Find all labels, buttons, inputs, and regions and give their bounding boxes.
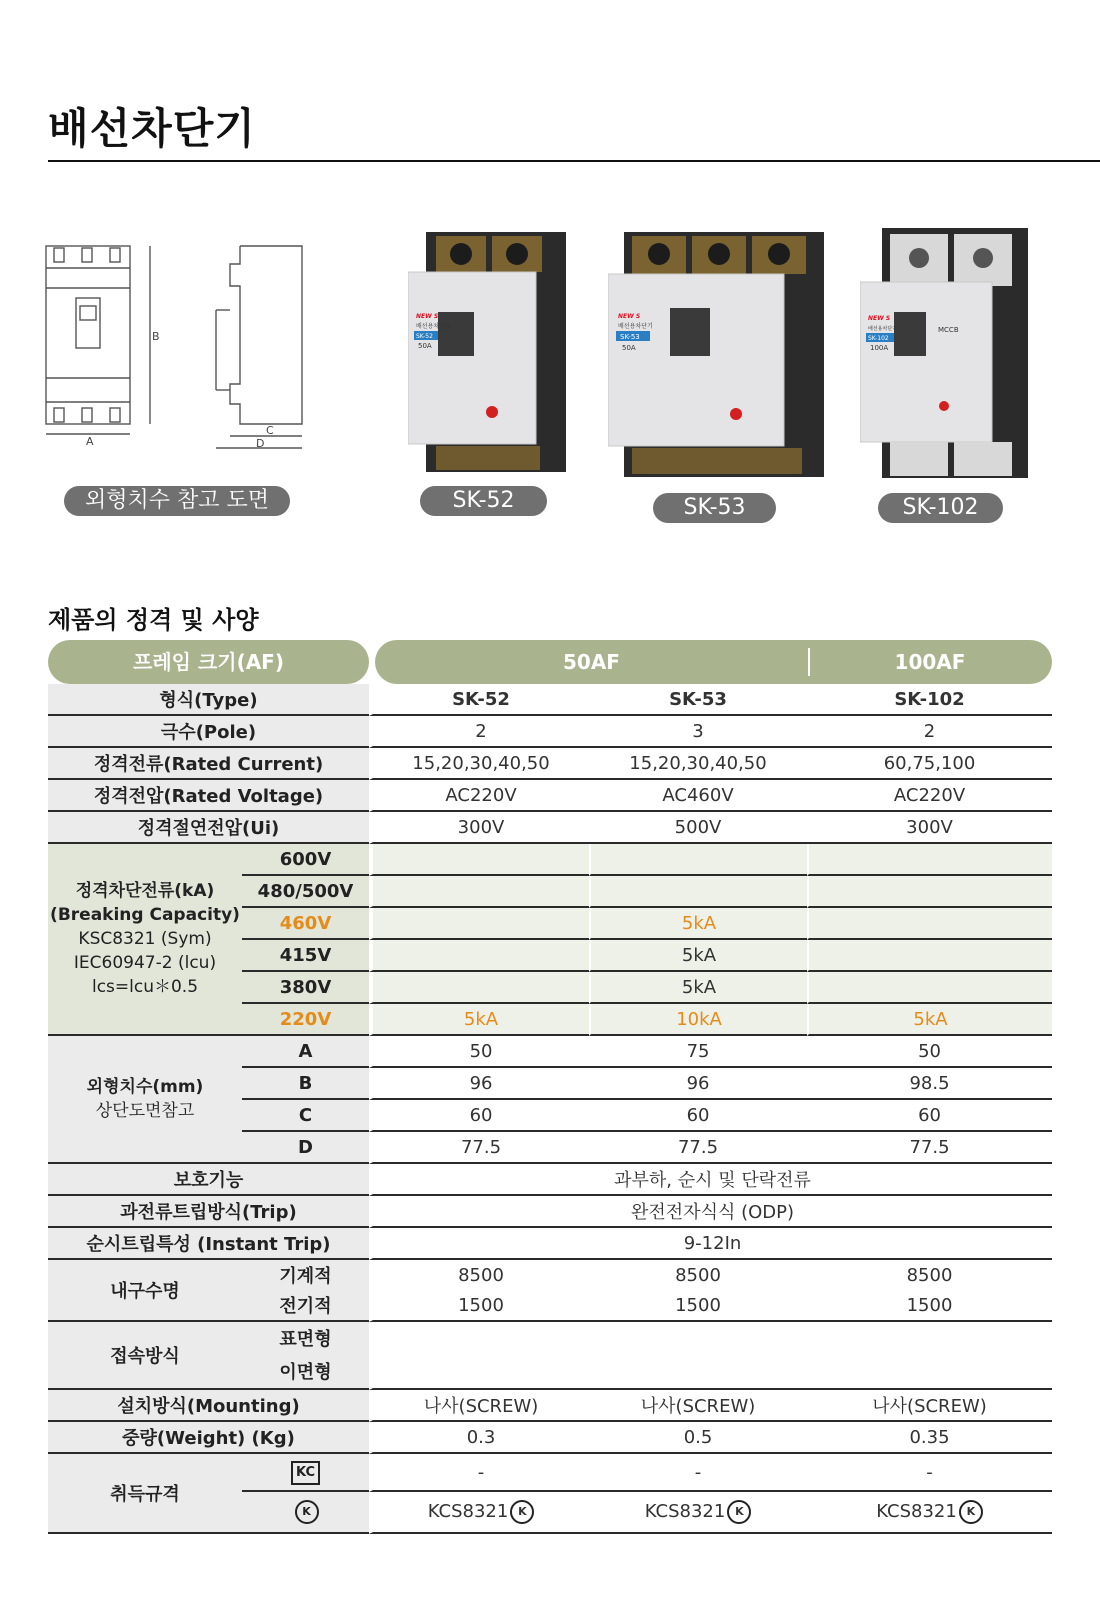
- table-row: [48, 748, 1052, 780]
- table-cell: 96: [589, 1068, 807, 1100]
- model-pill-sk102: SK-102: [878, 493, 1003, 523]
- product-image-sk102: [860, 228, 1030, 478]
- table-cell: 60: [369, 1100, 589, 1132]
- table-cell: 5kA: [589, 940, 807, 972]
- table-cell: [807, 1354, 1052, 1390]
- voltage-label: 480/500V: [242, 876, 369, 908]
- k-mark-cell: [242, 1492, 369, 1534]
- table-cell: [369, 940, 589, 972]
- table-cell: AC220V: [807, 780, 1052, 812]
- row-label-mounting: 설치방식(Mounting): [48, 1390, 369, 1422]
- table-cell: 500V: [589, 812, 807, 844]
- kc-icon: KC: [291, 1461, 320, 1485]
- table-cell: 0.3: [369, 1422, 589, 1454]
- table-row: [48, 1164, 1052, 1196]
- table-cell: 15,20,30,40,50: [589, 748, 807, 780]
- row-label-trip: 과전류트립방식(Trip): [48, 1196, 369, 1228]
- table-cell: [589, 1492, 807, 1534]
- table-cell: [369, 1492, 589, 1534]
- table-cell: 96: [369, 1068, 589, 1100]
- table-cell: [807, 972, 1052, 1004]
- table-cell: 300V: [807, 812, 1052, 844]
- breaking-label-4: IEC60947-2 (lcu): [73, 953, 217, 973]
- table-cell: 5kA: [369, 1004, 589, 1036]
- table-cell: 8500: [589, 1260, 807, 1290]
- table-cell: 60,75,100: [807, 748, 1052, 780]
- row-label-voltage: 정격전압(Rated Voltage): [48, 780, 369, 812]
- table-cell: 15,20,30,40,50: [369, 748, 589, 780]
- table-row: [48, 1036, 1052, 1068]
- k-mark-icon: K: [510, 1500, 534, 1524]
- table-cell: -: [807, 1454, 1052, 1492]
- table-cell: 75: [589, 1036, 807, 1068]
- table-cell: 300V: [369, 812, 589, 844]
- table-cell: [369, 1354, 589, 1390]
- table-cell: 1500: [807, 1290, 1052, 1322]
- table-cell: 5kA: [589, 908, 807, 940]
- row-label-breaking: [48, 844, 242, 1036]
- table-cell: [369, 972, 589, 1004]
- dim-c-label: C: [266, 424, 274, 437]
- table-cell: [369, 844, 589, 876]
- table-cell: 나사(SCREW): [807, 1390, 1052, 1422]
- row-label-protection: 보호기능: [48, 1164, 369, 1196]
- table-cell: 77.5: [369, 1132, 589, 1164]
- cert-standard: KCS8321: [427, 1501, 509, 1522]
- table-row: [48, 780, 1052, 812]
- table-cell: 나사(SCREW): [589, 1390, 807, 1422]
- dim-b-label: B: [152, 330, 160, 343]
- sk52-name: 배선용차단기: [416, 323, 451, 330]
- header-frame-size: 프레임 크기(AF): [48, 640, 369, 684]
- table-cell: 완전전자식식 (ODP): [369, 1196, 1052, 1228]
- k-mark-icon: K: [727, 1500, 751, 1524]
- row-label-instant: 순시트립특성 (Instant Trip): [48, 1228, 369, 1260]
- row-label-dimensions: [48, 1036, 242, 1164]
- table-cell: 5kA: [589, 972, 807, 1004]
- table-cell: [589, 876, 807, 908]
- title-divider: [48, 160, 1100, 162]
- table-cell: 98.5: [807, 1068, 1052, 1100]
- sk53-name: 배선용차단기: [618, 323, 653, 330]
- sk52-brand: NEW S: [416, 313, 439, 320]
- product-image-sk53: [608, 232, 826, 477]
- k-mark-icon: K: [295, 1500, 319, 1524]
- k-mark-icon: K: [959, 1500, 983, 1524]
- sk53-model-tag: SK-53: [620, 333, 640, 341]
- header-100af: 100AF: [894, 650, 966, 674]
- table-cell: 2: [369, 716, 589, 748]
- table-cell: [807, 844, 1052, 876]
- dims-label-2: 상단도면참고: [95, 1101, 195, 1121]
- voltage-label: 460V: [242, 908, 369, 940]
- table-row: [48, 1454, 1052, 1492]
- table-cell: 1500: [369, 1290, 589, 1322]
- table-cell: [589, 1322, 807, 1354]
- table-cell: SK-102: [807, 684, 1052, 716]
- sk52-model-tag: SK-52: [416, 333, 433, 340]
- sk53-brand: NEW S: [618, 313, 641, 320]
- table-row: [48, 1322, 1052, 1354]
- product-image-sk52: [408, 232, 573, 472]
- table-cell: -: [369, 1454, 589, 1492]
- row-label-ui: 정격절연전압(Ui): [48, 812, 369, 844]
- table-cell: [589, 1354, 807, 1390]
- drawing-label-pill: 외형치수 참고 도면: [64, 486, 290, 516]
- table-row: [48, 1260, 1052, 1290]
- sk102-rating: 100A: [870, 344, 889, 352]
- breaking-label-2: (Breaking Capacity): [50, 905, 240, 925]
- connection-back: 이면형: [242, 1354, 369, 1390]
- table-cell: [589, 844, 807, 876]
- breaking-label-3: KSC8321 (Sym): [78, 929, 212, 949]
- table-cell: SK-52: [369, 684, 589, 716]
- table-cell: 3: [589, 716, 807, 748]
- dims-label-1: 외형치수(mm): [86, 1077, 204, 1097]
- life-key: 기계적: [242, 1260, 369, 1290]
- sk102-brand: NEW S: [868, 315, 891, 322]
- table-cell: 0.35: [807, 1422, 1052, 1454]
- table-cell: 50: [369, 1036, 589, 1068]
- table-cell: 2: [807, 716, 1052, 748]
- table-cell: 5kA: [807, 1004, 1052, 1036]
- table-cell: AC220V: [369, 780, 589, 812]
- table-cell: 60: [807, 1100, 1052, 1132]
- row-label-life: 내구수명: [48, 1260, 242, 1322]
- row-label-connection: 접속방식: [48, 1322, 242, 1390]
- row-label-current: 정격전류(Rated Current): [48, 748, 369, 780]
- model-pill-sk52: SK-52: [420, 486, 547, 516]
- table-cell: AC460V: [589, 780, 807, 812]
- sk53-rating: 50A: [622, 344, 636, 352]
- table-row: [48, 1422, 1052, 1454]
- dim-d-label: D: [256, 437, 265, 450]
- table-cell: 77.5: [807, 1132, 1052, 1164]
- kc-mark-cell: [242, 1454, 369, 1492]
- table-row: [48, 1390, 1052, 1422]
- table-row: [48, 716, 1052, 748]
- table-cell: 과부하, 순시 및 단락전류: [369, 1164, 1052, 1196]
- table-cell: 50: [807, 1036, 1052, 1068]
- spec-table: [48, 684, 1052, 1534]
- row-label-weight: 중량(Weight) (Kg): [48, 1422, 369, 1454]
- table-cell: [369, 876, 589, 908]
- table-cell: 8500: [807, 1260, 1052, 1290]
- table-cell: SK-53: [589, 684, 807, 716]
- sk102-model-tag: SK-102: [868, 335, 889, 342]
- dim-key: B: [242, 1068, 369, 1100]
- table-cell: -: [589, 1454, 807, 1492]
- table-cell: [807, 1322, 1052, 1354]
- dim-key: A: [242, 1036, 369, 1068]
- spec-section-title: 제품의 정격 및 사양: [48, 606, 259, 634]
- cert-standard: KCS8321: [876, 1501, 957, 1522]
- table-row: [48, 844, 1052, 876]
- table-cell: [369, 908, 589, 940]
- table-row: [48, 812, 1052, 844]
- connection-front: 표면형: [242, 1322, 369, 1354]
- table-row: [48, 684, 1052, 716]
- table-cell: 60: [589, 1100, 807, 1132]
- table-cell: 8500: [369, 1260, 589, 1290]
- voltage-label: 380V: [242, 972, 369, 1004]
- sk102-name: 배선용차단기: [868, 326, 897, 332]
- table-cell: [807, 940, 1052, 972]
- row-label-type: 형식(Type): [48, 684, 369, 716]
- voltage-label: 220V: [242, 1004, 369, 1036]
- breaking-label-5: lcs=lcu＊0.5: [91, 977, 199, 997]
- table-cell: 1500: [589, 1290, 807, 1322]
- dim-a-label: A: [86, 435, 94, 448]
- cert-standard: KCS8321: [644, 1501, 726, 1522]
- table-cell: 0.5: [589, 1422, 807, 1454]
- dim-key: D: [242, 1132, 369, 1164]
- row-label-cert: 취득규격: [48, 1454, 242, 1534]
- row-label-pole: 극수(Pole): [48, 716, 369, 748]
- header-af-group: [375, 640, 1052, 684]
- breaking-label-1: 정격차단전류(kA): [75, 881, 215, 901]
- life-key: 전기적: [242, 1290, 369, 1322]
- voltage-label: 415V: [242, 940, 369, 972]
- page-title: 배선차단기: [48, 104, 256, 153]
- table-cell: [369, 1322, 589, 1354]
- table-row: [48, 1228, 1052, 1260]
- voltage-label: 600V: [242, 844, 369, 876]
- table-cell: [807, 908, 1052, 940]
- table-cell: [807, 876, 1052, 908]
- table-cell: 9-12In: [369, 1228, 1052, 1260]
- table-header: [48, 640, 1052, 684]
- table-cell: 77.5: [589, 1132, 807, 1164]
- dimension-drawing: [40, 240, 320, 470]
- sk52-rating: 50A: [418, 342, 432, 350]
- table-cell: 10kA: [589, 1004, 807, 1036]
- table-cell: 나사(SCREW): [369, 1390, 589, 1422]
- dim-key: C: [242, 1100, 369, 1132]
- header-50af: 50AF: [563, 650, 620, 674]
- model-pill-sk53: SK-53: [653, 493, 776, 523]
- table-row: [48, 1196, 1052, 1228]
- sk102-tag: MCCB: [938, 326, 959, 334]
- table-cell: [807, 1492, 1052, 1534]
